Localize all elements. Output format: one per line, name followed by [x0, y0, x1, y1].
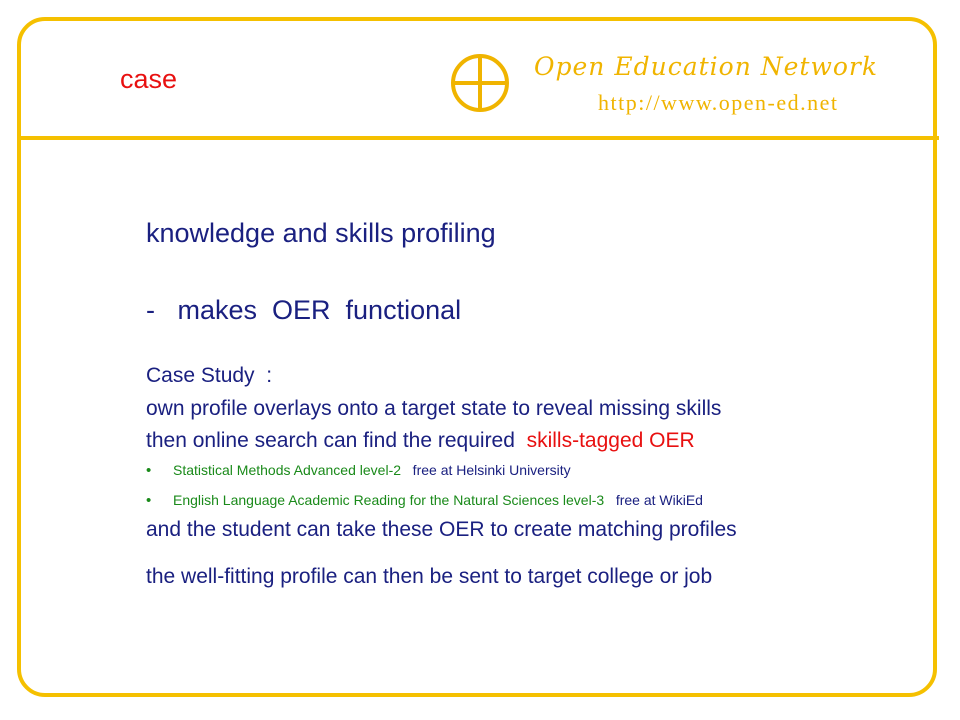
body-line-3: and the student can take these OER to create matching profiles	[146, 518, 737, 541]
slide-frame	[17, 17, 937, 697]
course-name: Statistical Methods Advanced level-2	[173, 462, 402, 478]
course-availability: free at Helsinki University	[401, 462, 571, 478]
course-name: English Language Academic Reading for the Natural Sciences level-3	[173, 492, 605, 508]
bullet-icon: •	[146, 492, 152, 509]
org-url: http://www.open-ed.net	[598, 90, 839, 115]
body-line-1: own profile overlays onto a target state to reveal missing skills	[146, 397, 722, 420]
skills-tagged-oer-highlight: skills-tagged OER	[526, 429, 695, 452]
header-divider	[17, 136, 939, 140]
body-line-2-prefix: then online search can find the required	[146, 429, 527, 452]
headline-profiling: knowledge and skills profiling	[146, 218, 496, 248]
headline-oer-functional: - makes OER functional	[146, 295, 462, 325]
org-name: Open Education Network	[534, 52, 879, 81]
list-item	[146, 462, 571, 479]
course-availability: free at WikiEd	[604, 492, 703, 508]
bullet-icon: •	[146, 462, 152, 479]
case-study-label: Case Study :	[146, 364, 273, 387]
list-item	[146, 492, 703, 509]
circle-cross-icon	[449, 52, 511, 114]
case-label: case	[120, 64, 178, 94]
body-line-4: the well-fitting profile can then be sent to target college or job	[146, 565, 713, 588]
body-line-2	[146, 429, 695, 453]
